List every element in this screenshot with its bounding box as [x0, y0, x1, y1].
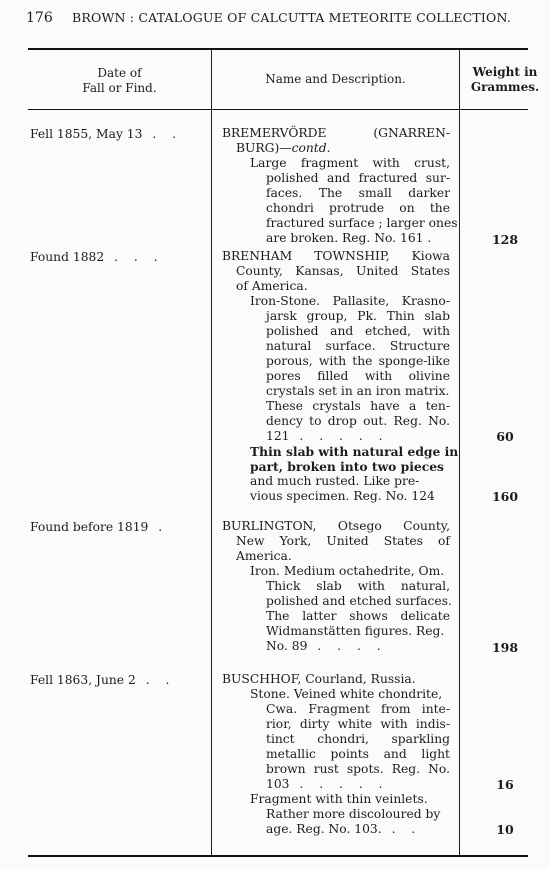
entry-line: Thin slab with natural edge in: [250, 444, 459, 459]
entry-line: rior, dirty white with indis-: [266, 717, 450, 731]
entry-line: County, Kansas, United States: [236, 264, 450, 278]
entry-line: Widmanstätten figures. Reg.: [266, 624, 445, 638]
entry-line: polished and etched, with: [266, 324, 450, 338]
entry-line: jarsk group, Pk. Thin slab: [266, 309, 450, 323]
top-rule: [28, 48, 528, 50]
entry-line: fractured surface ; larger ones: [266, 216, 458, 230]
entry-line: Stone. Veined white chondrite,: [250, 687, 443, 701]
entry-line: natural surface. Structure: [266, 339, 450, 353]
entry-line: 121 . . . . .: [266, 429, 389, 443]
entry-line: vious specimen. Reg. No. 124: [250, 489, 435, 503]
entry-line: Rather more discoloured by: [266, 807, 441, 821]
entry-line: BUSCHHOF, Courland, Russia.: [222, 672, 416, 686]
column-heading-date: [28, 66, 211, 96]
running-head: BROWN : CATALOGUE OF CALCUTTA METEORITE COLLECTION.: [72, 10, 512, 25]
entry-line: crystals set in an iron matrix.: [266, 384, 450, 398]
date-heading-line2: Fall or Find.: [82, 81, 157, 95]
entry-line: porous, with the sponge-like: [266, 354, 450, 368]
entry-weight: 128: [491, 232, 519, 247]
weight-heading-line2: Grammes.: [470, 80, 540, 94]
entry-line: tinct chondri, sparkling: [266, 732, 450, 746]
entry-line: and much rusted. Like pre-: [250, 474, 420, 488]
entry-description: [222, 519, 450, 654]
page-number: 176: [26, 10, 53, 26]
entry-weight: 60: [496, 429, 514, 444]
entry-line: Large fragment with crust,: [250, 156, 450, 170]
entry-date: Found 1882 . . .: [30, 250, 164, 264]
entry-line: dency to drop out. Reg. No.: [266, 414, 450, 428]
entry-line: The latter shows delicate: [266, 609, 450, 623]
entry-description: [222, 672, 450, 837]
entry-line: are broken. Reg. No. 161 .: [266, 231, 432, 245]
heading-rule: [28, 109, 528, 110]
column-divider-left: [211, 50, 212, 855]
entry-line: chondri protrude on the: [266, 201, 450, 215]
column-heading-name: Name and Description.: [265, 72, 406, 86]
entry-line: Iron. Medium octahedrite, Om.: [250, 564, 445, 578]
entry-description: [222, 249, 459, 504]
column-divider-right: [459, 50, 460, 855]
entry-line: America.: [236, 549, 292, 563]
entry-date: Fell 1855, May 13 . .: [30, 127, 183, 141]
entry-line: faces. The small darker: [266, 186, 450, 200]
entry-line: metallic points and light: [266, 747, 450, 761]
entry-line: No. 89 . . . .: [266, 639, 387, 653]
date-heading-line1: Date of: [97, 66, 142, 80]
entry-line: These crystals have a ten-: [266, 399, 450, 413]
entry-line: Thick slab with natural,: [266, 579, 450, 593]
entry-line: of America.: [236, 279, 308, 293]
entry-description: [222, 126, 458, 246]
entry-line: BURLINGTON, Otsego County,: [222, 519, 450, 533]
entry-weight: 10: [496, 822, 514, 837]
column-heading-weight: [460, 65, 550, 95]
entry-line: New York, United States of: [236, 534, 450, 548]
entry-line: BREMERVÖRDE (GNARREN-: [222, 126, 450, 140]
entry-line: Iron-Stone. Pallasite, Krasno-: [250, 294, 450, 308]
weight-heading-line1: Weight in: [472, 65, 538, 79]
entry-line: part, broken into two pieces: [250, 459, 444, 474]
entry-line: 103 . . . . .: [266, 777, 389, 791]
entry-date: Found before 1819 .: [30, 520, 169, 534]
entry-line: BURG)—contd.: [236, 141, 331, 155]
entry-line: polished and fractured sur-: [266, 171, 450, 185]
entry-line: Cwa. Fragment from inte-: [266, 702, 450, 716]
entry-line: polished and etched surfaces.: [266, 594, 452, 608]
entry-line: age. Reg. No. 103. . .: [266, 822, 422, 836]
entry-weight: 16: [496, 777, 514, 792]
entry-line: BRENHAM TOWNSHIP, Kiowa: [222, 249, 450, 263]
entry-date: Fell 1863, June 2 . .: [30, 673, 176, 687]
entry-weight: 160: [491, 489, 519, 504]
entry-line: pores filled with olivine: [266, 369, 450, 383]
bottom-rule: [28, 855, 528, 857]
entry-line: Fragment with thin veinlets.: [250, 792, 428, 806]
entry-weight: 198: [491, 640, 519, 655]
entry-line: brown rust spots. Reg. No.: [266, 762, 450, 776]
